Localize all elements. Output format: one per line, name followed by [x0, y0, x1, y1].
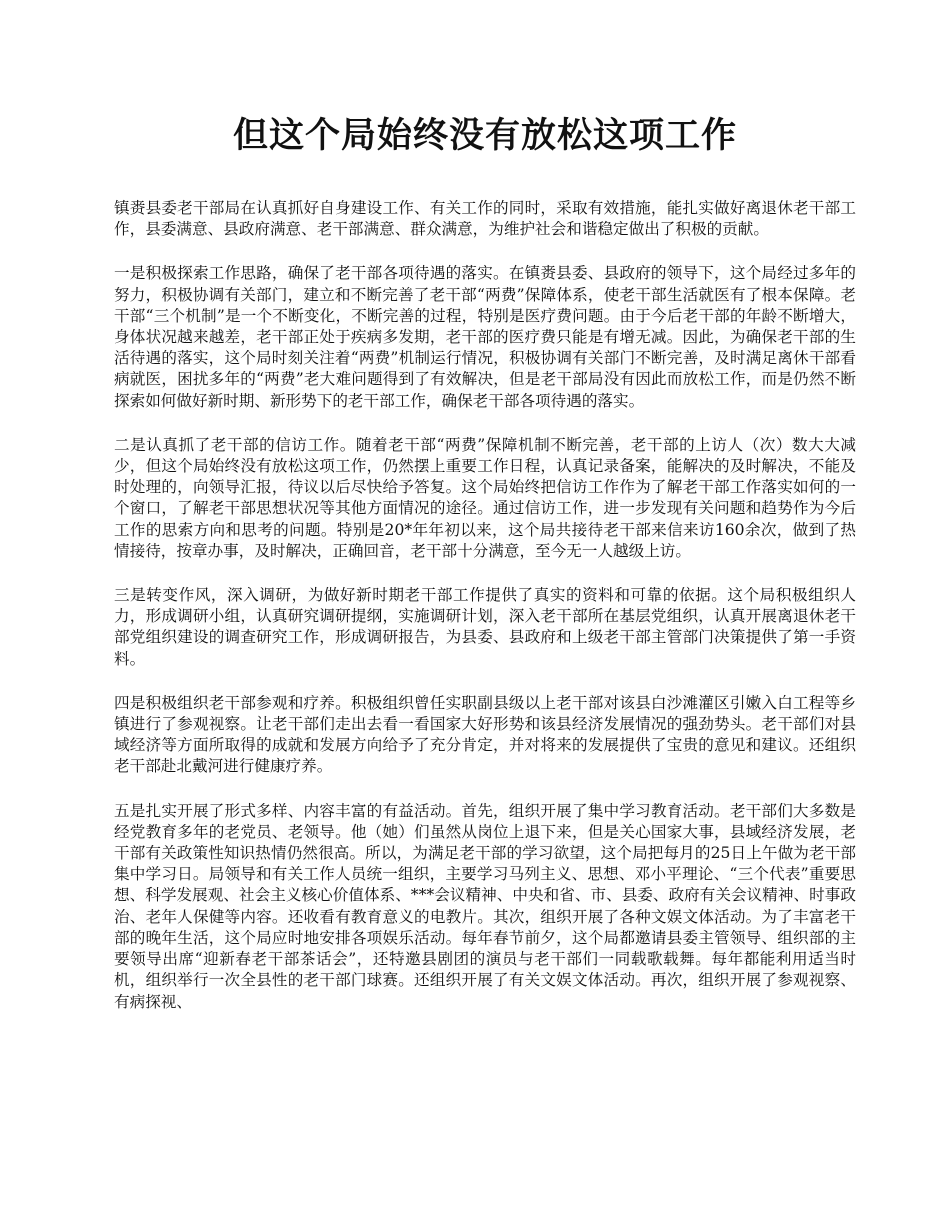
document-title: 但这个局始终没有放松这项工作	[232, 115, 737, 156]
paragraph-five: 五是扎实开展了形式多样、内容丰富的有益活动。首先，组织开展了集中学习教育活动。老干部们大多数是经党教育多年的老党员、老领导。他（她）们虽然从岗位上退下来，但是关心国家大事，县域经济发展，老干部有关政策性知识热情仍然很高。所以，为满足老干部的学习欲望，这个局把每月的25日上午做为老干部集中学习日。局领导和有关工作人员统一组织，主要学习马列主义、思想、邓小平理论、“三个代表”重要思想、科学发展观、社会主义核心价值体系、***会议精神、中央和省、市、县委、政府有关会议精神、时事政治、老年人保健等内容。还收看有教育意义的电教片。其次，组织开展了各种文娱文体活动。为了丰富老干部的晚年生活，这个局应时地安排各项娱乐活动。每年春节前夕，这个局都邀请县委主管领导、组织部的主要领导出席“迎新春老干部茶话会”，还特邀县剧团的演员与老干部们一同载歌载舞。每年都能利用适当时机，组织举行一次全县性的老干部门球赛。还组织开展了有关文娱文体活动。再次，组织开展了参观视察、有病探视、	[114, 801, 856, 1011]
paragraph-two: 二是认真抓了老干部的信访工作。随着老干部“两费”保障机制不断完善，老干部的上访人（次）数大大减少，但这个局始终没有放松这项工作，仍然摆上重要工作日程，认真记录备案，能解决的及时解决，不能及时处理的，向领导汇报，待议以后尽快给予答复。这个局始终把信访工作作为了解老干部工作落实如何的一个窗口，了解老干部思想状况等其他方面情况的途径。通过信访工作，进一步发现有关问题和趋势作为今后工作的思索方向和思考的问题。特别是20*年年初以来，这个局共接待老干部来信来访160余次，做到了热情接待，按章办事，及时解决，正确回音，老干部十分满意，至今无一人越级上访。	[114, 435, 856, 560]
paragraph-one: 一是积极探索工作思路，确保了老干部各项待遇的落实。在镇赉县委、县政府的领导下，这个局经过多年的努力，积极协调有关部门，建立和不断完善了老干部“两费”保障体系，使老干部生活就医有了根本保障。老干部“三个机制”是一个不断变化，不断完善的过程，特别是医疗费问题。由于今后老干部的年龄不断增大，身体状况越来越差，老干部正处于疾病多发期，老干部的医疗费只能是有增无减。因此，为确保老干部的生活待遇的落实，这个局时刻关注着“两费”机制运行情况，积极协调有关部门不断完善，及时满足离休干部看病就医，困扰多年的“两费”老大难问题得到了有效解决，但是老干部局没有因此而放松工作，而是仍然不断探索如何做好新时期、新形势下的老干部工作，确保老干部各项待遇的落实。	[114, 264, 856, 410]
paragraph-intro: 镇赉县委老干部局在认真抓好自身建设工作、有关工作的同时，采取有效措施，能扎实做好离退休老干部工作，县委满意、县政府满意、老干部满意、群众满意，为维护社会和谐稳定做出了积极的贡献。	[114, 199, 856, 239]
paragraph-three: 三是转变作风，深入调研，为做好新时期老干部工作提供了真实的资料和可靠的依据。这个局积极组织人力，形成调研小组，认真研究调研提纲，实施调研计划，深入老干部所在基层党组织，认真开展离退休老干部党组织建设的调查研究工作，形成调研报告，为县委、县政府和上级老干部主管部门决策提供了第一手资料。	[114, 586, 856, 668]
paragraph-four: 四是积极组织老干部参观和疗养。积极组织曾任实职副县级以上老干部对该县白沙滩灌区引嫩入白工程等乡镇进行了参观视察。让老干部们走出去看一看国家大好形势和该县经济发展情况的强劲势头。老干部们对县域经济等方面所取得的成就和发展方向给予了充分肯定，并对将来的发展提供了宝贵的意见和建议。还组织老干部赴北戴河进行健康疗养。	[114, 693, 856, 776]
document-page	[114, 112, 856, 1036]
